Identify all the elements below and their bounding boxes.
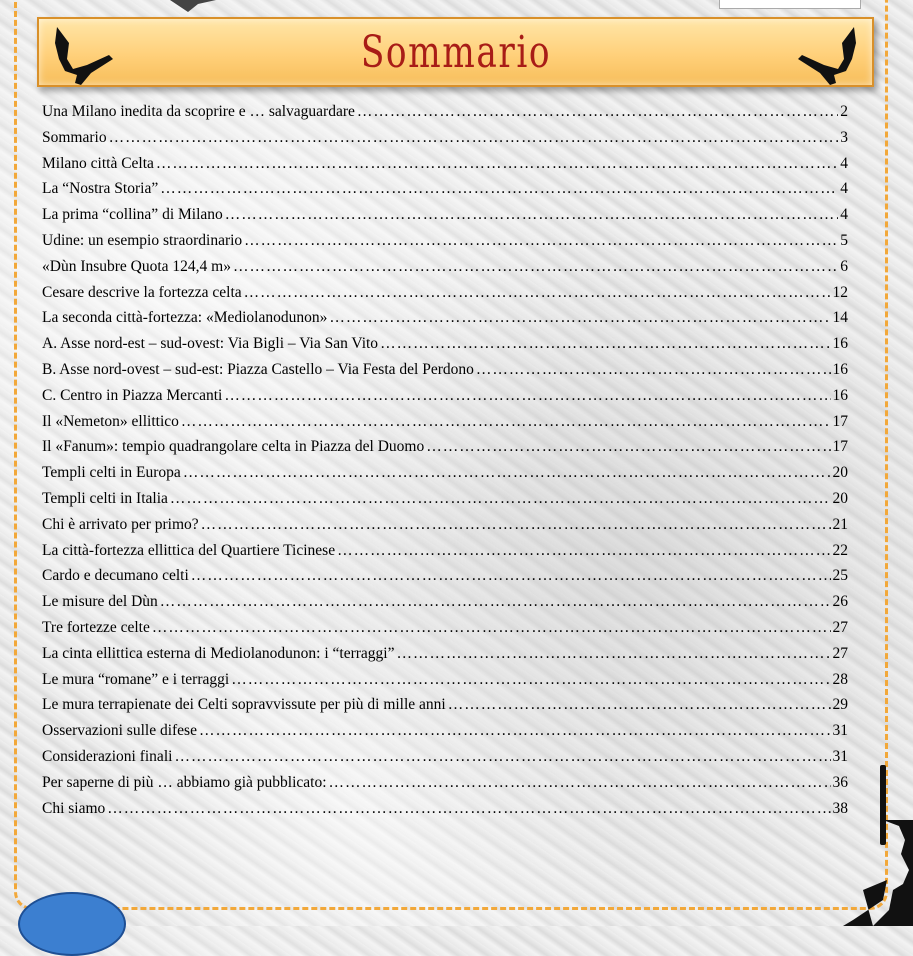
toc-entry-page: 16: [832, 360, 848, 378]
toc-entry-page: 22: [832, 541, 848, 559]
top-logo-fragment: [719, 0, 861, 9]
toc-entry[interactable]: [42, 770, 848, 796]
toc-entry-title: Udine: un esempio straordinario: [42, 231, 243, 249]
toc-dot-leader: [170, 486, 831, 512]
toc-entry[interactable]: [42, 305, 848, 331]
toc-dot-leader: [191, 563, 831, 589]
toc-entry-title: La città-fortezza ellittica del Quartiere Ticinese: [42, 541, 336, 559]
toc-entry[interactable]: [42, 280, 848, 306]
toc-entry-title: C. Centro in Piazza Mercanti: [42, 386, 223, 404]
toc-dot-leader: [337, 538, 830, 564]
bird-silhouette-icon: [792, 25, 864, 89]
toc-dot-leader: [156, 151, 838, 177]
toc-entry-title: Osservazioni sulle difese: [42, 722, 197, 740]
logo-badge: [18, 892, 126, 956]
toc-entry-page: 4: [840, 206, 848, 224]
toc-entry-page: 27: [832, 618, 848, 636]
toc-entry-title: Cardo e decumano celti: [42, 567, 189, 585]
toc-dot-leader: [231, 667, 830, 693]
toc-dot-leader: [448, 692, 831, 718]
toc-entry-page: 31: [832, 722, 848, 740]
toc-entry[interactable]: [42, 99, 848, 125]
toc-entry[interactable]: [42, 692, 848, 718]
top-decoration-icon: [168, 0, 218, 12]
toc-entry-title: Il «Nemeton» ellittico: [42, 412, 179, 430]
page-title: Sommario: [360, 26, 551, 78]
toc-entry[interactable]: [42, 538, 848, 564]
toc-entry-title: Per saperne di più … abbiamo già pubblicato:: [42, 773, 327, 791]
toc-entry-title: Il «Fanum»: tempio quadrangolare celta in Piazza del Duomo: [42, 438, 425, 456]
toc-entry-title: B. Asse nord-ovest – sud-est: Piazza Castello – Via Festa del Perdono: [42, 360, 474, 378]
toc-dot-leader: [181, 409, 831, 435]
toc-entry-page: 3: [840, 128, 848, 146]
toc-entry-page: 27: [832, 644, 848, 662]
toc-entry-page: 2: [840, 103, 848, 120]
toc-dot-leader: [199, 718, 831, 744]
toc-entry[interactable]: [42, 357, 848, 383]
toc-dot-leader: [329, 770, 831, 796]
toc-entry-page: 12: [832, 283, 848, 301]
toc-entry-title: Le misure del Dùn: [42, 593, 158, 611]
toc-entry-page: 25: [832, 567, 848, 585]
toc-entry-page: 31: [832, 747, 848, 765]
toc-dot-leader: [174, 744, 830, 770]
toc-entry-title: Le mura terrapienate dei Celti sopravvissute per più di mille anni: [42, 696, 446, 714]
toc-dot-leader: [397, 641, 831, 667]
toc-entry[interactable]: [42, 486, 848, 512]
toc-entry-page: 16: [832, 386, 848, 404]
toc-entry-page: 26: [832, 593, 848, 611]
toc-entry-title: «Dùn Insubre Quota 124,4 m»: [42, 257, 231, 275]
toc-entry[interactable]: [42, 228, 848, 254]
toc-entry[interactable]: [42, 151, 848, 177]
toc-entry-title: Tre fortezze celte: [42, 618, 150, 636]
toc-entry-page: 38: [832, 799, 848, 817]
title-banner: [37, 17, 874, 87]
toc-dot-leader: [357, 99, 838, 125]
toc-dot-leader: [224, 383, 830, 409]
toc-entry-title: La seconda città-fortezza: «Mediolanodunon»: [42, 309, 328, 327]
toc-entry[interactable]: [42, 202, 848, 228]
toc-dot-leader: [426, 434, 830, 460]
toc-entry[interactable]: [42, 125, 848, 151]
toc-entry[interactable]: [42, 383, 848, 409]
toc-dot-leader: [476, 357, 831, 383]
toc-dot-leader: [233, 254, 838, 280]
bird-silhouette-icon: [47, 25, 119, 89]
toc-entry[interactable]: [42, 512, 848, 538]
toc-dot-leader: [201, 512, 831, 538]
toc-dot-leader: [244, 228, 838, 254]
toc-dot-leader: [160, 176, 838, 202]
toc-entry-page: 16: [832, 335, 848, 353]
toc-entry[interactable]: [42, 796, 848, 822]
toc-entry[interactable]: [42, 744, 848, 770]
toc-entry-title: Cesare descrive la fortezza celta: [42, 283, 242, 301]
toc-entry-page: 5: [840, 231, 848, 249]
toc-entry[interactable]: [42, 460, 848, 486]
toc-entry-page: 17: [832, 438, 848, 456]
toc-entry[interactable]: [42, 563, 848, 589]
toc-dot-leader: [329, 305, 830, 331]
toc-entry-title: Considerazioni finali: [42, 747, 173, 765]
toc-entry-page: 17: [832, 412, 848, 430]
toc-dot-leader: [109, 125, 839, 151]
toc-entry[interactable]: [42, 589, 848, 615]
toc-entry[interactable]: [42, 176, 848, 202]
toc-entry-title: Milano città Celta: [42, 154, 154, 172]
toc-entry-title: Una Milano inedita da scoprire e … salvaguardare: [42, 103, 355, 120]
toc-entry[interactable]: [42, 331, 848, 357]
toc-dot-leader: [183, 460, 831, 486]
toc-entry-title: Chi è arrivato per primo?: [42, 515, 199, 533]
toc-entry[interactable]: [42, 718, 848, 744]
toc-entry-page: 29: [832, 696, 848, 714]
toc-dot-leader: [380, 331, 830, 357]
toc-entry[interactable]: [42, 254, 848, 280]
toc-dot-leader: [244, 280, 831, 306]
toc-entry-title: Le mura “romane” e i terraggi: [42, 670, 230, 688]
toc-entry-title: La cinta ellittica esterna di Mediolanodunon: i “terraggi”: [42, 644, 395, 662]
toc-entry-page: 14: [832, 309, 848, 327]
toc-entry-title: La prima “collina” di Milano: [42, 206, 223, 224]
toc-entry-title: Sommario: [42, 128, 107, 146]
toc-entry-page: 4: [840, 154, 848, 172]
toc-dot-leader: [160, 589, 831, 615]
toc-entry-page: 36: [832, 773, 848, 791]
toc-entry-page: 28: [832, 670, 848, 688]
toc-entry[interactable]: [42, 434, 848, 460]
toc-entry-page: 4: [840, 180, 848, 198]
figure-silhouette-icon: [843, 820, 913, 926]
toc-entry-title: A. Asse nord-est – sud-ovest: Via Bigli – Via San Vito: [42, 335, 379, 353]
toc-entry[interactable]: [42, 615, 848, 641]
toc-entry[interactable]: [42, 409, 848, 435]
toc-dot-leader: [152, 615, 831, 641]
toc-dot-leader: [107, 796, 830, 822]
toc-entry-page: 6: [840, 257, 848, 275]
toc-entry-title: Templi celti in Italia: [42, 489, 168, 507]
toc-entry-page: 20: [832, 489, 848, 507]
toc-entry-page: 21: [832, 515, 848, 533]
toc-entry-page: 20: [832, 464, 848, 482]
table-of-contents: [42, 99, 848, 821]
toc-entry-title: La “Nostra Storia”: [42, 180, 159, 198]
toc-dot-leader: [225, 202, 838, 228]
toc-entry-title: Templi celti in Europa: [42, 464, 181, 482]
toc-entry[interactable]: [42, 641, 848, 667]
toc-entry-title: Chi siamo: [42, 799, 106, 817]
toc-entry[interactable]: [42, 667, 848, 693]
